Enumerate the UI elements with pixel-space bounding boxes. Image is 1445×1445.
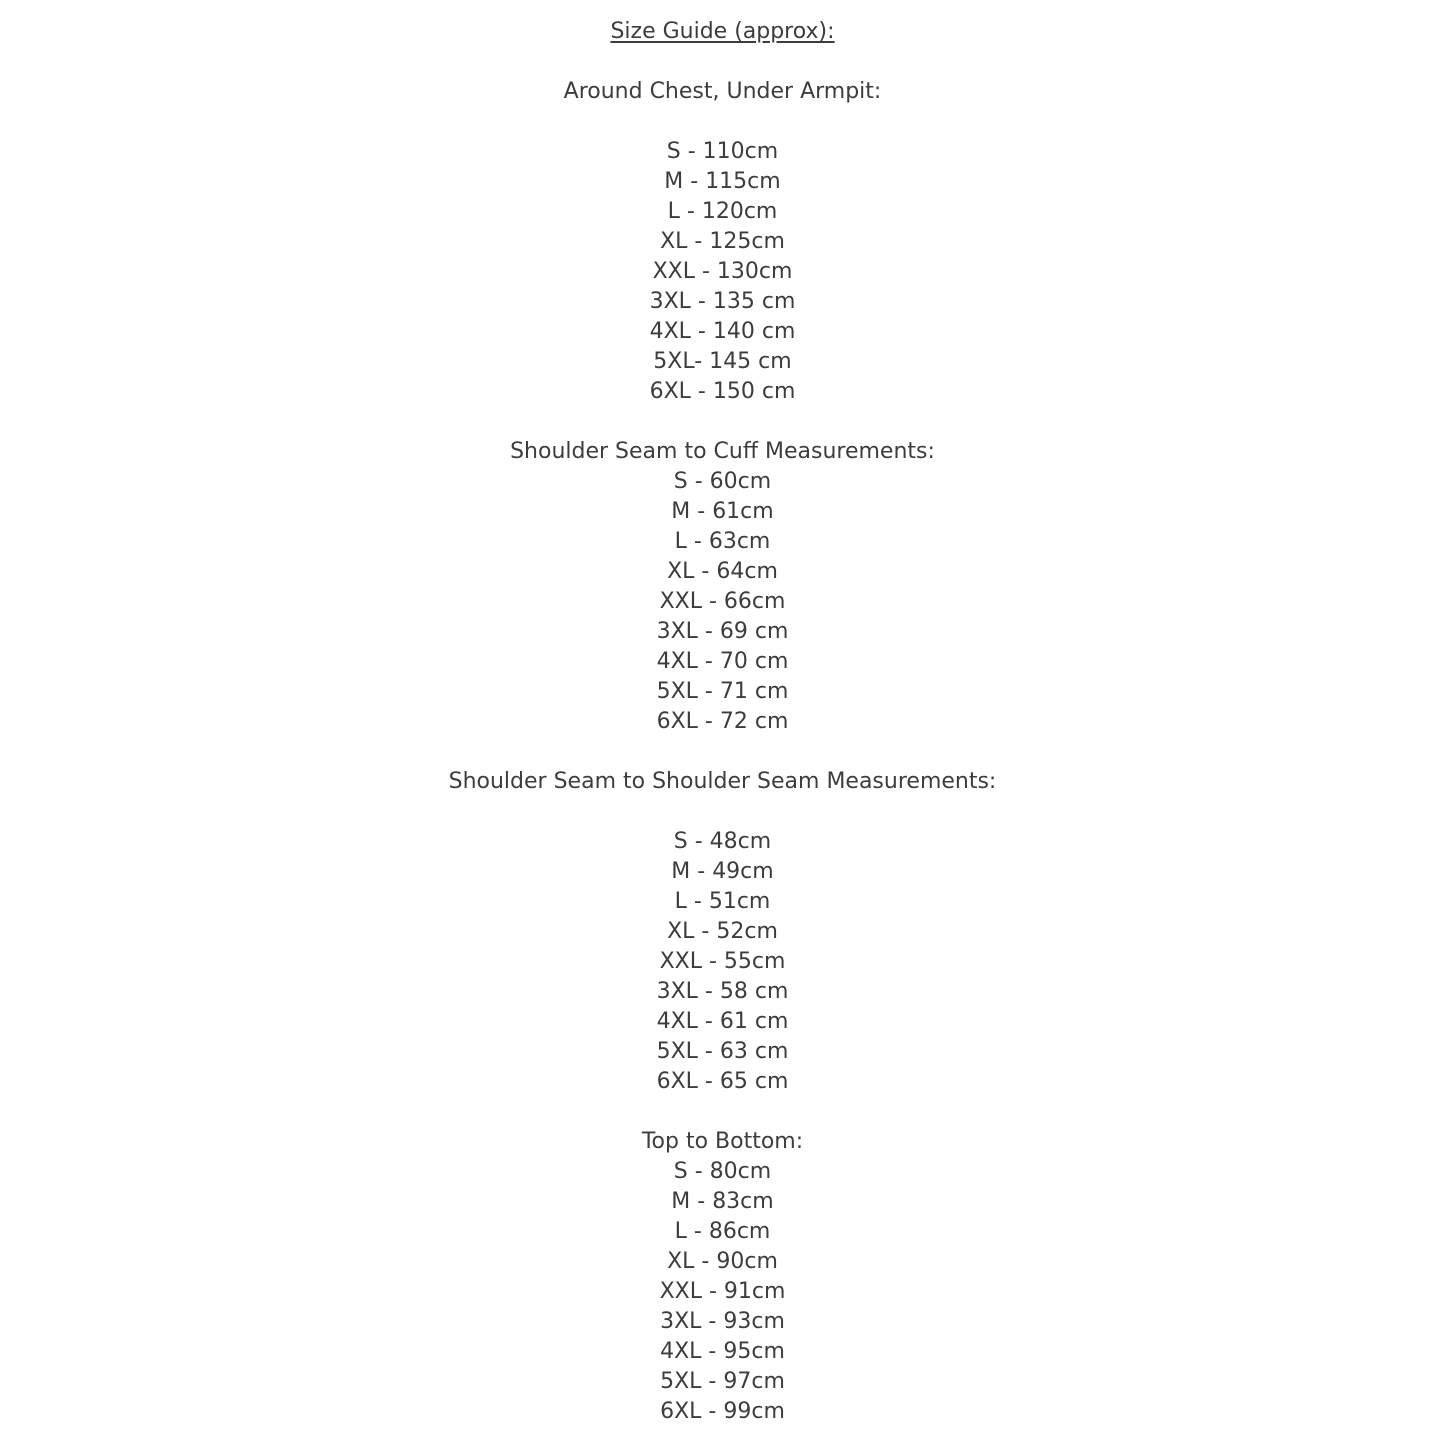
size-row: 3XL - 69 cm: [656, 619, 789, 644]
blank-line: [0, 737, 1445, 767]
size-row: 5XL - 71 cm: [656, 679, 789, 704]
size-row: L - 63cm: [674, 529, 771, 554]
size-row: XXL - 55cm: [659, 949, 786, 974]
blank-line: [0, 107, 1445, 137]
size-row: S - 110cm: [666, 139, 779, 164]
size-row: XXL - 66cm: [659, 589, 786, 614]
size-row: 5XL - 97cm: [660, 1369, 785, 1394]
size-row: S - 48cm: [673, 829, 772, 854]
size-row: XL - 52cm: [667, 919, 778, 944]
size-row: S - 80cm: [673, 1159, 772, 1184]
size-row: M - 61cm: [671, 499, 774, 524]
size-row: M - 83cm: [671, 1189, 774, 1214]
section-heading-chest: Around Chest, Under Armpit:: [563, 79, 882, 104]
size-row: 5XL- 145 cm: [653, 349, 792, 374]
size-row: 6XL - 99cm: [660, 1399, 785, 1424]
size-row: S - 60cm: [673, 469, 772, 494]
blank-line: [0, 797, 1445, 827]
size-row: 5XL - 63 cm: [656, 1039, 789, 1064]
size-row: XL - 90cm: [667, 1249, 778, 1274]
size-row: XL - 125cm: [660, 229, 785, 254]
section-heading-shoulder: Shoulder Seam to Shoulder Seam Measurements:: [448, 769, 997, 794]
size-row: 6XL - 65 cm: [656, 1069, 789, 1094]
section-heading-cuff: Shoulder Seam to Cuff Measurements:: [510, 439, 935, 464]
size-row: M - 49cm: [671, 859, 774, 884]
size-row: 3XL - 93cm: [660, 1309, 785, 1334]
size-row: 3XL - 135 cm: [649, 289, 796, 314]
size-row: XXL - 91cm: [659, 1279, 786, 1304]
blank-line: [0, 47, 1445, 77]
size-row: L - 86cm: [674, 1219, 771, 1244]
size-row: M - 115cm: [664, 169, 781, 194]
size-row: L - 51cm: [674, 889, 771, 914]
size-row: 4XL - 95cm: [660, 1339, 785, 1364]
size-row: XXL - 130cm: [652, 259, 793, 284]
size-row: 4XL - 140 cm: [649, 319, 796, 344]
size-row: L - 120cm: [667, 199, 778, 224]
size-row: 4XL - 61 cm: [656, 1009, 789, 1034]
size-row: 4XL - 70 cm: [656, 649, 789, 674]
blank-line: [0, 1097, 1445, 1127]
size-row: 3XL - 58 cm: [656, 979, 789, 1004]
size-row: 6XL - 150 cm: [649, 379, 796, 404]
size-row: XL - 64cm: [667, 559, 778, 584]
page-title: Size Guide (approx):: [610, 19, 835, 44]
blank-line: [0, 407, 1445, 437]
size-row: 6XL - 72 cm: [656, 709, 789, 734]
section-heading-length: Top to Bottom:: [641, 1129, 804, 1154]
